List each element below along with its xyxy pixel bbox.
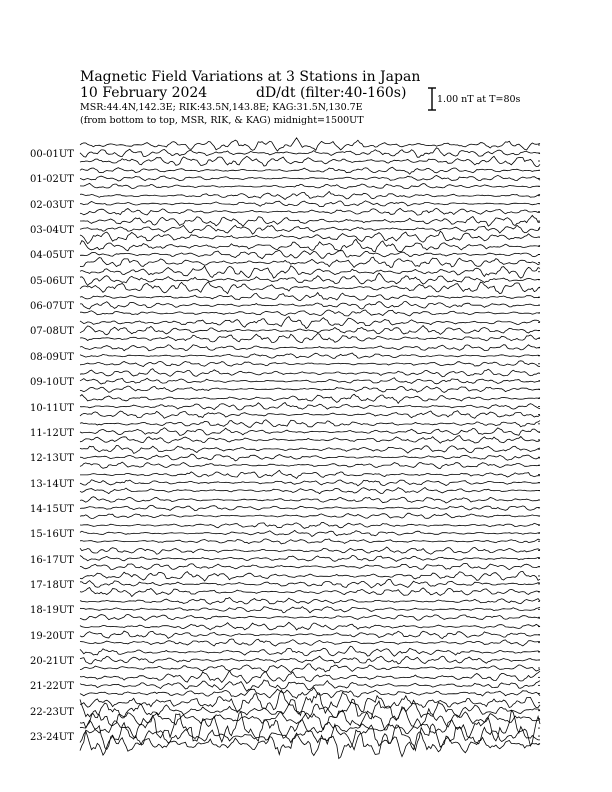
trace-rik-4 bbox=[80, 250, 540, 259]
trace-msr-19 bbox=[80, 639, 540, 646]
trace-kag-19 bbox=[80, 622, 540, 630]
trace-kag-21 bbox=[80, 671, 540, 684]
scale-bar bbox=[428, 88, 436, 110]
trace-msr-8 bbox=[80, 361, 540, 367]
trace-msr-12 bbox=[80, 462, 540, 469]
row-label-1: 01-02UT bbox=[30, 174, 74, 186]
trace-kag-3 bbox=[80, 215, 540, 226]
row-label-2: 02-03UT bbox=[30, 199, 74, 211]
trace-msr-22 bbox=[80, 708, 540, 731]
row-label-8: 08-09UT bbox=[30, 351, 74, 363]
trace-msr-13 bbox=[80, 488, 540, 494]
trace-kag-11 bbox=[80, 420, 540, 428]
trace-msr-0 bbox=[80, 156, 540, 166]
trace-msr-11 bbox=[80, 436, 540, 444]
trace-kag-8 bbox=[80, 345, 540, 351]
trace-rik-6 bbox=[80, 301, 540, 309]
trace-kag-2 bbox=[80, 192, 540, 200]
trace-msr-10 bbox=[80, 411, 540, 419]
trace-msr-7 bbox=[80, 334, 540, 343]
trace-rik-1 bbox=[80, 175, 540, 181]
row-label-9: 09-10UT bbox=[30, 377, 74, 389]
trace-rik-12 bbox=[80, 454, 540, 461]
trace-kag-1 bbox=[80, 167, 540, 174]
trace-kag-18 bbox=[80, 598, 540, 605]
trace-msr-1 bbox=[80, 183, 540, 188]
row-label-0: 00-01UT bbox=[30, 149, 74, 160]
trace-kag-12 bbox=[80, 445, 540, 453]
chart-mode: dD/dt (filter:40-160s) bbox=[256, 85, 407, 101]
row-label-16: 16-17UT bbox=[30, 554, 74, 566]
trace-rik-11 bbox=[80, 428, 540, 436]
trace-kag-13 bbox=[80, 470, 540, 478]
trace-msr-20 bbox=[80, 664, 540, 673]
trace-kag-0 bbox=[80, 138, 540, 151]
row-label-10: 10-11UT bbox=[30, 402, 74, 414]
trace-rik-9 bbox=[80, 378, 540, 384]
row-label-13: 13-14UT bbox=[30, 478, 74, 490]
trace-rik-22 bbox=[80, 699, 540, 720]
trace-rik-8 bbox=[80, 353, 540, 358]
trace-kag-6 bbox=[80, 293, 540, 301]
trace-rik-20 bbox=[80, 656, 540, 664]
trace-msr-15 bbox=[80, 539, 540, 544]
row-label-20: 20-21UT bbox=[30, 656, 74, 667]
chart-date: 10 February 2024 bbox=[80, 85, 208, 101]
trace-group bbox=[80, 138, 540, 759]
trace-msr-16 bbox=[80, 563, 540, 569]
trace-rik-3 bbox=[80, 225, 540, 234]
row-label-5: 05-06UT bbox=[30, 275, 74, 287]
row-label-23: 23-24UT bbox=[30, 732, 74, 744]
trace-rik-10 bbox=[80, 403, 540, 411]
trace-msr-3 bbox=[80, 231, 540, 244]
trace-msr-14 bbox=[80, 513, 540, 518]
trace-rik-17 bbox=[80, 579, 540, 588]
row-label-15: 15-16UT bbox=[30, 529, 74, 541]
trace-rik-15 bbox=[80, 530, 540, 536]
trace-kag-5 bbox=[80, 266, 540, 278]
trace-msr-4 bbox=[80, 257, 540, 267]
trace-kag-10 bbox=[80, 394, 540, 403]
row-label-19: 19-20UT bbox=[30, 630, 74, 642]
row-label-11: 11-12UT bbox=[30, 427, 74, 439]
trace-rik-7 bbox=[80, 326, 540, 335]
trace-msr-9 bbox=[80, 386, 540, 392]
trace-msr-2 bbox=[80, 208, 540, 215]
trace-rik-16 bbox=[80, 555, 540, 561]
row-label-22: 22-23UT bbox=[30, 706, 74, 718]
row-label-4: 04-05UT bbox=[30, 250, 74, 262]
scale-label: 1.00 nT at T=80s bbox=[437, 94, 521, 105]
trace-rik-14 bbox=[80, 505, 540, 510]
row-label-12: 12-13UT bbox=[30, 453, 74, 465]
row-label-14: 14-15UT bbox=[30, 503, 74, 515]
trace-kag-20 bbox=[80, 646, 540, 656]
trace-msr-6 bbox=[80, 310, 540, 316]
row-label-17: 17-18UT bbox=[30, 579, 74, 591]
station-order-note: (from bottom to top, MSR, RIK, & KAG) midnight=1500UT bbox=[80, 115, 364, 126]
trace-rik-13 bbox=[80, 480, 540, 486]
chart-title: Magnetic Field Variations at 3 Stations in Japan bbox=[80, 69, 421, 85]
row-label-18: 18-19UT bbox=[30, 605, 74, 617]
trace-kag-17 bbox=[80, 571, 540, 581]
row-label-21: 21-22UT bbox=[30, 681, 74, 693]
trace-kag-15 bbox=[80, 522, 540, 528]
row-label-6: 06-07UT bbox=[30, 301, 74, 313]
trace-msr-18 bbox=[80, 614, 540, 620]
row-label-7: 07-08UT bbox=[30, 326, 74, 338]
trace-kag-14 bbox=[80, 497, 540, 503]
trace-rik-19 bbox=[80, 631, 540, 639]
trace-msr-17 bbox=[80, 588, 540, 597]
trace-kag-16 bbox=[80, 547, 540, 554]
trace-kag-9 bbox=[80, 369, 540, 377]
trace-kag-7 bbox=[80, 317, 540, 329]
trace-rik-2 bbox=[80, 201, 540, 207]
trace-kag-4 bbox=[80, 239, 540, 252]
trace-rik-23 bbox=[80, 723, 540, 751]
station-coordinates: MSR:44.4N,142.3E; RIK:43.5N,143.8E; KAG:31.5N,130.7E bbox=[80, 102, 363, 113]
trace-rik-18 bbox=[80, 607, 540, 613]
trace-msr-5 bbox=[80, 282, 540, 294]
trace-rik-0 bbox=[80, 148, 540, 157]
row-label-3: 03-04UT bbox=[30, 225, 74, 237]
